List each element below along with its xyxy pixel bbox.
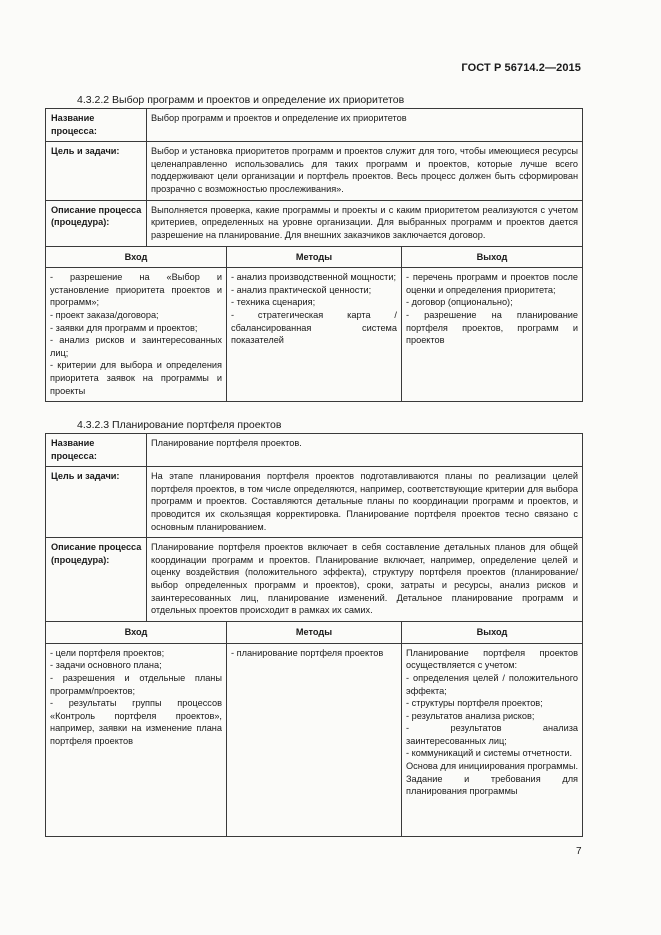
- description-label: Описание процесса (процедура):: [46, 538, 147, 622]
- list-item: - планирование портфеля проектов: [231, 647, 384, 658]
- column-header-output: Выход: [402, 246, 583, 268]
- description-value: Планирование портфеля проектов включает в себя составление детальных планов для общей координации программ и проектов. Планирование включает, например, определение целей и оценку воздействия (положительного эффекта), структуру портфеля проектов (планирование/выбор определенных программ и проектов), сроки, затраты и ресурсы, анализ рисков и заинтересованных лиц, планирование изменений. Детальное планирование программ и отдельных проектов происходит в рамках их самих.: [147, 538, 583, 622]
- output-list: [402, 643, 583, 836]
- list-item: - определения целей / положительного эффекта;: [406, 672, 579, 696]
- list-item: - результаты группы процессов «Контроль портфеля проектов», например, заявки на изменение плана портфеля проектов: [50, 698, 222, 746]
- document-id: ГОСТ Р 56714.2—2015: [461, 62, 581, 74]
- process-name-value: Выбор программ и проектов и определение их приоритетов: [147, 109, 583, 142]
- process-name-value: Планирование портфеля проектов.: [147, 434, 583, 467]
- list-item: - структуры портфеля проектов;: [406, 698, 543, 709]
- list-item: - техника сценария;: [231, 297, 316, 308]
- list-item: - заявки для программ и проектов;: [50, 322, 198, 333]
- column-header-input: Вход: [46, 246, 227, 268]
- list-item: Основа для инициирования программы. Задание и требования для планирования программы: [406, 761, 579, 797]
- list-item: - цели портфеля проектов;: [50, 647, 165, 658]
- list-item: - перечень программ и проектов после оценки и определения приоритета;: [406, 272, 579, 295]
- column-header-methods: Методы: [227, 621, 402, 643]
- methods-list: [227, 268, 402, 402]
- description-value: Выполняется проверка, какие программы и проекты и с каким приоритетом реализуются с учетом критериев, определенных на уровне организации. Для выбранных программ и проектов дается разрешение на планирование. Для внешних заказчиков заключается договор.: [147, 200, 583, 246]
- process-name-label: Название процесса:: [46, 434, 147, 467]
- goals-value: На этапе планирования портфеля проектов подготавливаются планы по реализации целей портфеля проектов, в том числе определяются, например, соответствующие критерии для выбора программ и проектов. Составляются детальные планы по координации программ и проектов, и проводится их скользящая корректировка. Планирование портфеля проектов тесно связано с основным планированием.: [147, 467, 583, 538]
- list-item: Планирование портфеля проектов осуществляется с учетом:: [406, 647, 579, 671]
- input-list: [46, 643, 227, 836]
- list-item: - результатов анализа рисков;: [406, 710, 535, 721]
- list-item: - проект заказа/договора;: [50, 309, 159, 320]
- goals-label: Цель и задачи:: [46, 467, 147, 538]
- list-item: - анализ производственной мощности;: [231, 272, 397, 283]
- process-table-selection: [45, 108, 583, 402]
- list-item: - разрешение на планирование портфеля проектов, программ и проектов: [406, 309, 579, 346]
- goals-label: Цель и задачи:: [46, 142, 147, 200]
- section-title-4-3-2-3: 4.3.2.3 Планирование портфеля проектов: [77, 419, 282, 431]
- list-item: - разрешения и отдельные планы программ/проектов;: [50, 672, 222, 696]
- section-title-4-3-2-2: 4.3.2.2 Выбор программ и проектов и определение их приоритетов: [77, 94, 405, 106]
- list-item: - договор (опционально);: [406, 297, 513, 308]
- page-number: 7: [576, 846, 582, 857]
- list-item: - разрешение на «Выбор и установление приоритета проектов и программ»;: [50, 272, 222, 308]
- input-list: [46, 268, 227, 402]
- column-header-output: Выход: [402, 621, 583, 643]
- list-item: - результатов анализа заинтересованных лиц;: [406, 723, 579, 746]
- list-item: - задачи основного плана;: [50, 660, 162, 671]
- output-list: [402, 268, 583, 402]
- list-item: - анализ рисков и заинтересованных лиц;: [50, 335, 222, 358]
- list-item: - коммуникаций и системы отчетности.: [406, 748, 573, 759]
- column-header-input: Вход: [46, 621, 227, 643]
- process-table-planning: [45, 433, 583, 837]
- list-item: - критерии для выбора и определения приоритета заявок на программы и проекты: [50, 360, 222, 396]
- description-label: Описание процесса (процедура):: [46, 200, 147, 246]
- list-item: - анализ практической ценности;: [231, 284, 372, 295]
- goals-value: Выбор и установка приоритетов программ и проектов служит для того, чтобы имеющиеся ресурсы целенаправленно использовались для таких программ и проектов, которые лучше всего поддерживают цели организации и портфель проектов. Весь процесс должен быть сформирован прозрачно с возможностью прослеживания».: [147, 142, 583, 200]
- process-name-label: Название процесса:: [46, 109, 147, 142]
- methods-list: [227, 643, 402, 836]
- column-header-methods: Методы: [227, 246, 402, 268]
- list-item: - стратегическая карта / сбалансированная система показателей: [231, 309, 397, 346]
